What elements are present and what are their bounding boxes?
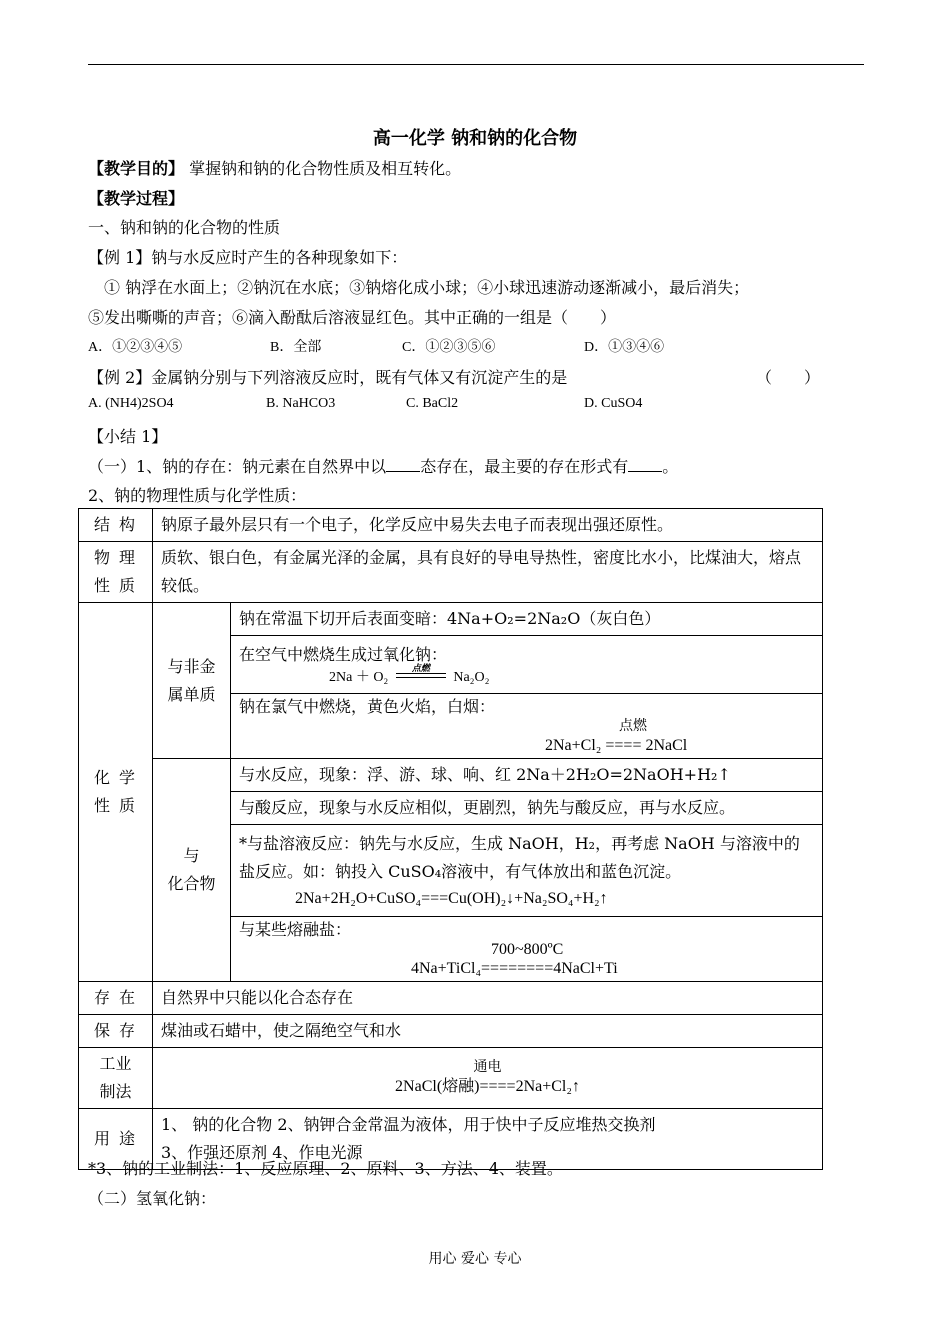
naoh-heading: （二）氢氧化钠： [88, 1189, 217, 1208]
industrial-note: *3、钠的工业制法：1、反应原理、2、原料、3、方法、4、装置。 [88, 1159, 563, 1178]
nonmetal-room-temp: 钠在常温下切开后表面变暗：4Na+O₂=2Na₂O（灰白色） [231, 603, 823, 636]
example2-stem: 【例 2】金属钠分别与下列溶液反应时，既有气体又有沉淀产生的是 [88, 368, 568, 387]
burn-air-condition: 点燃 [411, 663, 430, 674]
industry-condition: 通电 [473, 1060, 502, 1075]
example2-option-d: D. CuSO4 [584, 396, 643, 411]
burn-air-text: 在空气中燃烧生成过氧化钠： [239, 645, 448, 665]
nonmetal-burn-air [231, 636, 823, 694]
nonmetal-header: 与非金 属单质 [153, 603, 231, 759]
salt-reaction-text: *与盐溶液反应：钠先与水反应，生成 NaOH，H₂，再考虑 NaOH 与溶液中的盐反应。如：钠投入 CuSO₄溶液中，有气体放出和蓝色沉淀。 [239, 833, 800, 881]
burn-air-arrow [392, 663, 450, 687]
salt-reaction [231, 825, 823, 917]
structure-cell: 钠原子最外层只有一个电子，化学反应中易失去电子而表现出强还原性。 [153, 509, 823, 542]
physical-cell: 质软、银白色，有金属光泽的金属，具有良好的导电导热性，密度比水小，比煤油大，熔点较低。 [153, 542, 823, 603]
burn-air-reactants: 2Na ＋ O₂ [329, 670, 389, 686]
summary-label: 【小结 1】 [88, 427, 168, 446]
use-line-1: 1、 钠的化合物 2、钠钾合金常温为液体，用于快中子反应堆热交换剂 [161, 1115, 656, 1134]
example2-option-b: B. NaHCO3 [266, 396, 336, 411]
goal-label: 【教学目的】 [88, 159, 185, 178]
molten-salt-reaction [231, 917, 823, 982]
use-line-2: 3、作强还原剂 4、作电光源 [161, 1143, 363, 1162]
page-footer: 用心 爱心 专心 [428, 1251, 522, 1267]
burn-air-equation [239, 663, 814, 687]
summary-line [88, 454, 678, 477]
burn-air-product: Na₂O₂ [453, 670, 490, 686]
salt-reaction-equation: 2Na+2H₂O+CuSO₄===Cu(OH)₂↓+Na₂SO₄+H₂↑ [295, 889, 608, 907]
example1-option-c: C．①②③⑤⑥ [402, 340, 496, 355]
molten-salt-condition: 700~800ºC [491, 941, 564, 958]
compound-header: 与 化合物 [153, 759, 231, 982]
water-reaction: 与水反应，现象：浮、游、球、响、红 2Na＋2H₂O=2NaOH+H₂↑ [231, 759, 823, 792]
section-heading: 一、钠和钠的化合物的性质 [88, 218, 281, 237]
fill-blank-2[interactable] [628, 457, 662, 472]
example2-bracket: （ ） [756, 368, 821, 387]
use-header: 用 途 [79, 1109, 153, 1170]
goal-text: 掌握钠和钠的化合物性质及相互转化。 [184, 159, 462, 178]
example2-option-c: C. BaCl2 [406, 396, 459, 411]
example1-line2: ⑤发出嘶嘶的声音；⑥滴入酚酞后溶液显红色。其中正确的一组是（ ） [88, 308, 617, 327]
summary-part-a: （一）1、钠的存在：钠元素在自然界中以 [88, 457, 387, 476]
properties-heading: 2、钠的物理性质与化学性质： [88, 486, 307, 505]
example1-option-a: A．①②③④⑤ [88, 340, 183, 355]
existence-cell: 自然界中只能以化合态存在 [153, 982, 823, 1015]
example1-stem: 【例 1】钠与水反应时产生的各种现象如下： [88, 248, 408, 267]
chemical-header: 化 学 性 质 [79, 603, 153, 982]
goal-line [88, 156, 461, 179]
existence-header: 存 在 [79, 982, 153, 1015]
burn-chlorine-equation: 2Na+Cl₂ ==== 2NaCl [545, 737, 688, 754]
industry-cell [153, 1048, 823, 1109]
sodium-properties-table [78, 508, 823, 1170]
header-rule [88, 64, 864, 65]
example1-option-d: D．①③④⑥ [584, 340, 665, 355]
structure-header: 结 构 [79, 509, 153, 542]
summary-part-b: 态存在，最主要的存在形式有 [420, 457, 629, 476]
burn-chlorine-condition: 点燃 [619, 719, 647, 734]
burn-chlorine-text: 钠在氯气中燃烧，黄色火焰，白烟： [239, 697, 496, 716]
industry-equation: 2NaCl(熔融)====2Na+Cl₂↑ [395, 1078, 580, 1095]
acid-reaction: 与酸反应，现象与水反应相似，更剧烈，钠先与酸反应，再与水反应。 [231, 792, 823, 825]
molten-salt-text: 与某些熔融盐： [239, 920, 352, 939]
fill-blank-1[interactable] [386, 457, 420, 472]
physical-header: 物 理 性 质 [79, 542, 153, 603]
industry-header: 工业 制法 [79, 1048, 153, 1109]
storage-cell: 煤油或石蜡中，使之隔绝空气和水 [153, 1015, 823, 1048]
example2-option-a: A. (NH4)2SO4 [88, 396, 174, 411]
example1-line1: ① 钠浮在水面上；②钠沉在水底；③钠熔化成小球；④小球迅速游动逐渐减小，最后消失； [104, 278, 750, 297]
summary-part-c: 。 [662, 457, 679, 476]
nonmetal-burn-chlorine [231, 694, 823, 759]
example1-option-b: B．全部 [270, 340, 322, 355]
process-label: 【教学过程】 [88, 189, 185, 208]
page-title: 高一化学 钠和钠的化合物 [372, 128, 578, 149]
molten-salt-equation: 4Na+TiCl₄========4NaCl+Ti [411, 960, 618, 977]
storage-header: 保 存 [79, 1015, 153, 1048]
